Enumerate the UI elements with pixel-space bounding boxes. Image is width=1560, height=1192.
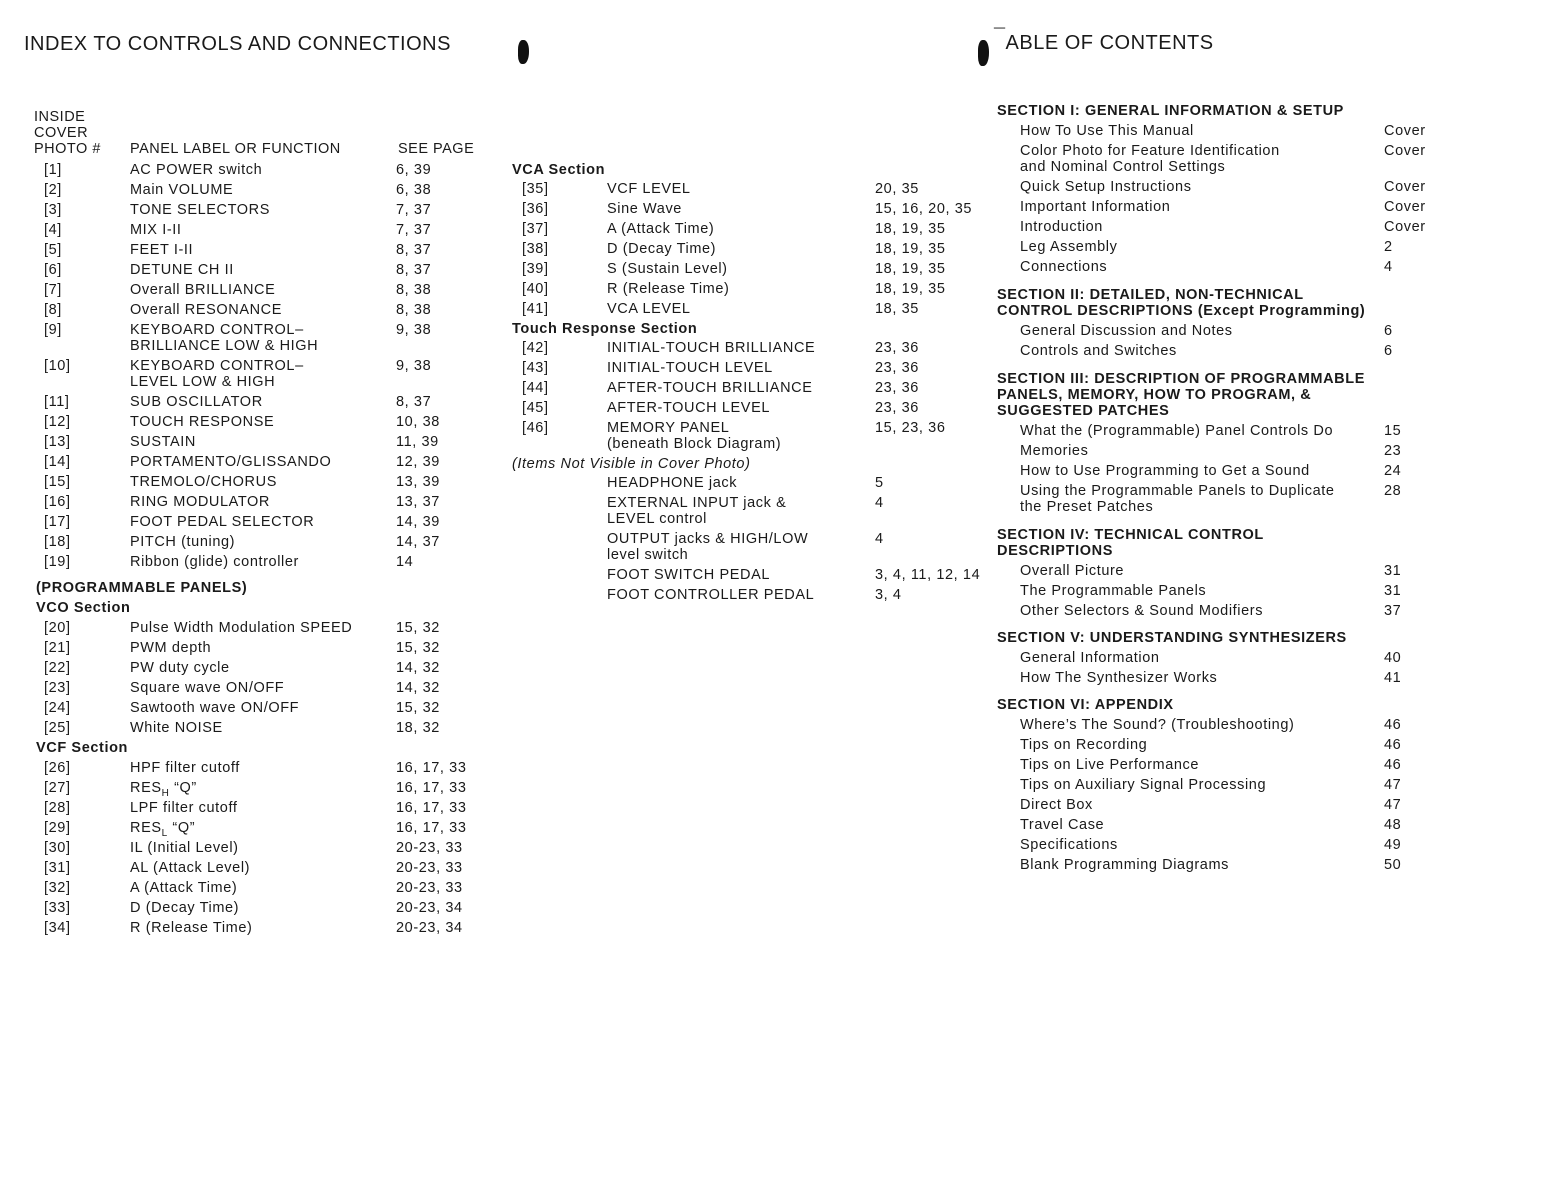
vca-control-number: [36] bbox=[522, 201, 549, 217]
vco-control-page: 18, 32 bbox=[396, 720, 440, 736]
vco-control-number: [22] bbox=[44, 660, 71, 676]
control-number: [4] bbox=[44, 222, 62, 238]
control-label: Ribbon (glide) controller bbox=[130, 554, 299, 570]
control-page: 8, 38 bbox=[396, 302, 432, 318]
control-page: 14 bbox=[396, 554, 414, 570]
vca-control-number: [38] bbox=[522, 241, 549, 257]
control-number: [19] bbox=[44, 554, 71, 570]
control-number: [15] bbox=[44, 474, 71, 490]
toc-entry-label: How to Use Programming to Get a Sound bbox=[1020, 463, 1310, 479]
toc-entry-page: 40 bbox=[1384, 650, 1402, 666]
toc-entry-label: How The Synthesizer Works bbox=[1020, 670, 1218, 686]
not-visible-item-label: HEADPHONE jack bbox=[607, 475, 738, 491]
vcf-control-page: 16, 17, 33 bbox=[396, 820, 467, 836]
control-label: MIX I-II bbox=[130, 222, 182, 238]
toc-entry-page: 6 bbox=[1384, 343, 1393, 359]
control-label-line2: BRILLIANCE LOW & HIGH bbox=[130, 338, 319, 354]
vco-control-page: 14, 32 bbox=[396, 680, 440, 696]
toc-entry-page: 31 bbox=[1384, 583, 1402, 599]
control-label: FEET I-II bbox=[130, 242, 194, 258]
vco-control-label: White NOISE bbox=[130, 720, 223, 736]
toc-entry-label: The Programmable Panels bbox=[1020, 583, 1207, 599]
toc-entry-page: 48 bbox=[1384, 817, 1402, 833]
vca-control-number: [40] bbox=[522, 281, 549, 297]
vcf-control-number: [34] bbox=[44, 920, 71, 936]
toc-entry-page: 47 bbox=[1384, 797, 1402, 813]
control-page: 7, 37 bbox=[396, 202, 432, 218]
vcf-control-number: [33] bbox=[44, 900, 71, 916]
toc-entry-label: What the (Programmable) Panel Controls Do bbox=[1020, 423, 1334, 439]
vco-control-number: [21] bbox=[44, 640, 71, 656]
control-number: [7] bbox=[44, 282, 62, 298]
touch-control-number: [43] bbox=[522, 360, 549, 376]
control-label: KEYBOARD CONTROL– bbox=[130, 358, 304, 374]
vca-control-page: 18, 35 bbox=[875, 301, 919, 317]
toc-section-heading: PANELS, MEMORY, HOW TO PROGRAM, & bbox=[997, 387, 1312, 403]
toc-entry-page: 37 bbox=[1384, 603, 1402, 619]
touch-control-label: MEMORY PANEL bbox=[607, 420, 730, 436]
control-label: TONE SELECTORS bbox=[130, 202, 271, 218]
touch-response-heading: Touch Response Section bbox=[512, 321, 698, 337]
toc-entry-label: Overall Picture bbox=[1020, 563, 1125, 579]
vcf-control-page: 20-23, 34 bbox=[396, 900, 463, 916]
vcf-control-number: [26] bbox=[44, 760, 71, 776]
vcf-control-number: [32] bbox=[44, 880, 71, 896]
toc-entry-label: Tips on Auxiliary Signal Processing bbox=[1020, 777, 1267, 793]
touch-control-label: AFTER-TOUCH BRILLIANCE bbox=[607, 380, 813, 396]
vcf-control-page: 20-23, 34 bbox=[396, 920, 463, 936]
vcf-control-page: 16, 17, 33 bbox=[396, 800, 467, 816]
control-number: [12] bbox=[44, 414, 71, 430]
control-page: 7, 37 bbox=[396, 222, 432, 238]
control-label: PORTAMENTO/GLISSANDO bbox=[130, 454, 332, 470]
toc-entry-page: 47 bbox=[1384, 777, 1402, 793]
header-col1-line3: PHOTO # bbox=[34, 141, 101, 157]
toc-entry-label: Tips on Recording bbox=[1020, 737, 1148, 753]
vcf-control-label: AL (Attack Level) bbox=[130, 860, 251, 876]
touch-control-label: INITIAL-TOUCH LEVEL bbox=[607, 360, 773, 376]
not-visible-item-label: FOOT SWITCH PEDAL bbox=[607, 567, 771, 583]
toc-entry-label: How To Use This Manual bbox=[1020, 123, 1194, 139]
toc-section-heading: SECTION VI: APPENDIX bbox=[997, 697, 1174, 713]
vco-control-page: 15, 32 bbox=[396, 700, 440, 716]
control-number: [11] bbox=[44, 394, 70, 410]
header-panel-label: PANEL LABEL OR FUNCTION bbox=[130, 141, 341, 157]
not-visible-item-page: 3, 4 bbox=[875, 587, 902, 603]
control-page: 6, 39 bbox=[396, 162, 432, 178]
touch-control-page: 23, 36 bbox=[875, 340, 919, 356]
control-number: [16] bbox=[44, 494, 71, 510]
vcf-control-number: [27] bbox=[44, 780, 71, 796]
programmable-panels-heading: (PROGRAMMABLE PANELS) bbox=[36, 580, 248, 596]
toc-entry-page: Cover bbox=[1384, 199, 1426, 215]
touch-control-label: INITIAL-TOUCH BRILLIANCE bbox=[607, 340, 816, 356]
toc-entry-page: Cover bbox=[1384, 123, 1426, 139]
toc-entry-page: 15 bbox=[1384, 423, 1402, 439]
control-page: 8, 37 bbox=[396, 242, 432, 258]
control-label: DETUNE CH II bbox=[130, 262, 234, 278]
control-number: [10] bbox=[44, 358, 71, 374]
touch-control-page: 23, 36 bbox=[875, 400, 919, 416]
vcf-control-page: 20-23, 33 bbox=[396, 880, 463, 896]
vca-control-number: [35] bbox=[522, 181, 549, 197]
touch-control-number: [45] bbox=[522, 400, 549, 416]
touch-control-label-line2: (beneath Block Diagram) bbox=[607, 436, 782, 452]
toc-entry-label: Introduction bbox=[1020, 219, 1103, 235]
control-label: SUB OSCILLATOR bbox=[130, 394, 263, 410]
header-col1-line2: COVER bbox=[34, 125, 89, 141]
control-page: 8, 37 bbox=[396, 262, 432, 278]
toc-section-heading: SECTION II: DETAILED, NON-TECHNICAL bbox=[997, 287, 1304, 303]
not-visible-item-page: 4 bbox=[875, 495, 884, 511]
vco-control-page: 15, 32 bbox=[396, 620, 440, 636]
vcf-control-label: LPF filter cutoff bbox=[130, 800, 238, 816]
toc-section-heading: CONTROL DESCRIPTIONS (Except Programming) bbox=[997, 303, 1366, 319]
not-visible-item-page: 4 bbox=[875, 531, 884, 547]
control-label: AC POWER switch bbox=[130, 162, 263, 178]
header-see-page: SEE PAGE bbox=[398, 141, 475, 157]
vca-control-page: 20, 35 bbox=[875, 181, 919, 197]
control-label: Main VOLUME bbox=[130, 182, 234, 198]
control-label: FOOT PEDAL SELECTOR bbox=[130, 514, 315, 530]
control-page: 13, 37 bbox=[396, 494, 440, 510]
control-page: 12, 39 bbox=[396, 454, 440, 470]
control-label: SUSTAIN bbox=[130, 434, 196, 450]
vca-control-label: Sine Wave bbox=[607, 201, 682, 217]
control-page: 6, 38 bbox=[396, 182, 432, 198]
vco-control-label: PWM depth bbox=[130, 640, 212, 656]
control-number: [8] bbox=[44, 302, 62, 318]
toc-entry-page: 24 bbox=[1384, 463, 1402, 479]
vco-control-page: 15, 32 bbox=[396, 640, 440, 656]
vca-control-page: 15, 16, 20, 35 bbox=[875, 201, 973, 217]
not-visible-item-label: OUTPUT jacks & HIGH/LOW bbox=[607, 531, 809, 547]
toc-entry-page: Cover bbox=[1384, 179, 1426, 195]
control-number: [3] bbox=[44, 202, 62, 218]
control-label: PITCH (tuning) bbox=[130, 534, 236, 550]
ink-blot-mark-2 bbox=[978, 40, 989, 66]
vcf-control-label: R (Release Time) bbox=[130, 920, 253, 936]
toc-entry-label: Where’s The Sound? (Troubleshooting) bbox=[1020, 717, 1295, 733]
vca-control-label: R (Release Time) bbox=[607, 281, 730, 297]
not-visible-item-page: 5 bbox=[875, 475, 884, 491]
toc-section-heading: SECTION V: UNDERSTANDING SYNTHESIZERS bbox=[997, 630, 1347, 646]
control-number: [2] bbox=[44, 182, 62, 198]
control-label: TOUCH RESPONSE bbox=[130, 414, 275, 430]
touch-control-number: [46] bbox=[522, 420, 549, 436]
vco-control-number: [25] bbox=[44, 720, 71, 736]
ink-blot-mark bbox=[518, 40, 529, 64]
vca-control-label: VCF LEVEL bbox=[607, 181, 691, 197]
control-label-line2: LEVEL LOW & HIGH bbox=[130, 374, 276, 390]
vca-control-number: [37] bbox=[522, 221, 549, 237]
toc-entry-label: Other Selectors & Sound Modifiers bbox=[1020, 603, 1264, 619]
control-page: 14, 37 bbox=[396, 534, 440, 550]
touch-control-number: [44] bbox=[522, 380, 549, 396]
toc-entry-label: Quick Setup Instructions bbox=[1020, 179, 1192, 195]
control-number: [14] bbox=[44, 454, 71, 470]
vcf-control-number: [29] bbox=[44, 820, 71, 836]
vco-control-label: Square wave ON/OFF bbox=[130, 680, 285, 696]
toc-entry-page: 23 bbox=[1384, 443, 1402, 459]
vco-control-page: 14, 32 bbox=[396, 660, 440, 676]
toc-entry-page: 28 bbox=[1384, 483, 1402, 499]
vca-control-page: 18, 19, 35 bbox=[875, 241, 946, 257]
not-visible-heading: (Items Not Visible in Cover Photo) bbox=[512, 456, 751, 472]
control-page: 8, 37 bbox=[396, 394, 432, 410]
control-label: TREMOLO/CHORUS bbox=[130, 474, 277, 490]
toc-section-heading: SECTION I: GENERAL INFORMATION & SETUP bbox=[997, 103, 1344, 119]
vco-control-number: [20] bbox=[44, 620, 71, 636]
not-visible-item-label-line2: LEVEL control bbox=[607, 511, 707, 527]
control-label: RING MODULATOR bbox=[130, 494, 270, 510]
vcf-control-label: $RES_L$ “Q” bbox=[130, 820, 196, 839]
toc-title-text: ABLE OF CONTENTS bbox=[1005, 32, 1214, 54]
control-number: [13] bbox=[44, 434, 71, 450]
toc-entry-label-line2: and Nominal Control Settings bbox=[1020, 159, 1226, 175]
vcf-control-label: A (Attack Time) bbox=[130, 880, 238, 896]
toc-section-heading: SECTION IV: TECHNICAL CONTROL bbox=[997, 527, 1264, 543]
vcf-control-number: [28] bbox=[44, 800, 71, 816]
vca-control-label: VCA LEVEL bbox=[607, 301, 691, 317]
toc-entry-page: 46 bbox=[1384, 737, 1402, 753]
vca-control-label: D (Decay Time) bbox=[607, 241, 717, 257]
toc-entry-page: 31 bbox=[1384, 563, 1402, 579]
vcf-control-label-subscript: H bbox=[161, 788, 170, 799]
vco-control-label: Pulse Width Modulation SPEED bbox=[130, 620, 353, 636]
control-label: KEYBOARD CONTROL– bbox=[130, 322, 304, 338]
control-label: Overall BRILLIANCE bbox=[130, 282, 276, 298]
not-visible-item-page: 3, 4, 11, 12, 14 bbox=[875, 567, 981, 583]
toc-entry-label: Color Photo for Feature Identification bbox=[1020, 143, 1280, 159]
control-label: Overall RESONANCE bbox=[130, 302, 283, 318]
control-page: 11, 39 bbox=[396, 434, 439, 450]
toc-entry-label: Controls and Switches bbox=[1020, 343, 1177, 359]
toc-entry-label: Direct Box bbox=[1020, 797, 1093, 813]
vca-section-heading: VCA Section bbox=[512, 162, 606, 178]
vca-control-number: [39] bbox=[522, 261, 549, 277]
vcf-control-page: 16, 17, 33 bbox=[396, 780, 467, 796]
vca-control-label: S (Sustain Level) bbox=[607, 261, 728, 277]
toc-section-heading: SUGGESTED PATCHES bbox=[997, 403, 1170, 419]
vcf-control-label: IL (Initial Level) bbox=[130, 840, 239, 856]
vcf-section-heading: VCF Section bbox=[36, 740, 128, 756]
vco-control-number: [24] bbox=[44, 700, 71, 716]
vcf-control-label: $RES_H$ “Q” bbox=[130, 780, 197, 799]
control-page: 9, 38 bbox=[396, 322, 432, 338]
control-page: 9, 38 bbox=[396, 358, 432, 374]
control-number: [1] bbox=[44, 162, 62, 178]
toc-entry-page: 6 bbox=[1384, 323, 1393, 339]
not-visible-item-label: EXTERNAL INPUT jack & bbox=[607, 495, 787, 511]
control-number: [5] bbox=[44, 242, 62, 258]
vcf-control-label: D (Decay Time) bbox=[130, 900, 240, 916]
vcf-control-page: 16, 17, 33 bbox=[396, 760, 467, 776]
toc-entry-page: 4 bbox=[1384, 259, 1393, 275]
touch-control-label: AFTER-TOUCH LEVEL bbox=[607, 400, 771, 416]
vcf-control-label: HPF filter cutoff bbox=[130, 760, 240, 776]
vca-control-label: A (Attack Time) bbox=[607, 221, 715, 237]
toc-entry-page: Cover bbox=[1384, 143, 1426, 159]
vco-section-heading: VCO Section bbox=[36, 600, 131, 616]
index-title: INDEX TO CONTROLS AND CONNECTIONS bbox=[24, 33, 451, 55]
vcf-control-page: 20-23, 33 bbox=[396, 840, 463, 856]
toc-entry-label: General Information bbox=[1020, 650, 1160, 666]
toc-entry-label-line2: the Preset Patches bbox=[1020, 499, 1154, 515]
toc-entry-label: Blank Programming Diagrams bbox=[1020, 857, 1229, 873]
control-page: 13, 39 bbox=[396, 474, 440, 490]
touch-control-number: [42] bbox=[522, 340, 549, 356]
vca-control-page: 18, 19, 35 bbox=[875, 221, 946, 237]
toc-entry-page: 46 bbox=[1384, 757, 1402, 773]
vca-control-page: 18, 19, 35 bbox=[875, 281, 946, 297]
control-number: [6] bbox=[44, 262, 62, 278]
vco-control-number: [23] bbox=[44, 680, 71, 696]
toc-entry-page: Cover bbox=[1384, 219, 1426, 235]
control-page: 8, 38 bbox=[396, 282, 432, 298]
toc-section-heading: DESCRIPTIONS bbox=[997, 543, 1113, 559]
vcf-control-number: [30] bbox=[44, 840, 71, 856]
header-col1-line1: INSIDE bbox=[34, 109, 86, 125]
toc-entry-label: Connections bbox=[1020, 259, 1108, 275]
toc-entry-label: General Discussion and Notes bbox=[1020, 323, 1233, 339]
control-page: 14, 39 bbox=[396, 514, 440, 530]
vcf-control-page: 20-23, 33 bbox=[396, 860, 463, 876]
toc-entry-label: Leg Assembly bbox=[1020, 239, 1118, 255]
vco-control-label: PW duty cycle bbox=[130, 660, 230, 676]
toc-entry-page: 41 bbox=[1384, 670, 1402, 686]
vca-control-number: [41] bbox=[522, 301, 549, 317]
toc-entry-page: 2 bbox=[1384, 239, 1393, 255]
not-visible-item-label-line2: level switch bbox=[607, 547, 689, 563]
toc-entry-page: 50 bbox=[1384, 857, 1402, 873]
touch-control-page: 23, 36 bbox=[875, 380, 919, 396]
not-visible-item-label: FOOT CONTROLLER PEDAL bbox=[607, 587, 815, 603]
touch-control-page: 23, 36 bbox=[875, 360, 919, 376]
vca-control-page: 18, 19, 35 bbox=[875, 261, 946, 277]
vcf-control-number: [31] bbox=[44, 860, 71, 876]
vcf-control-label-subscript: L bbox=[161, 828, 168, 839]
toc-entry-label: Memories bbox=[1020, 443, 1089, 459]
control-number: [18] bbox=[44, 534, 71, 550]
toc-entry-label: Specifications bbox=[1020, 837, 1118, 853]
touch-control-page: 15, 23, 36 bbox=[875, 420, 946, 436]
toc-entry-label: Tips on Live Performance bbox=[1020, 757, 1200, 773]
toc-title: ¯ABLE OF CONTENTS bbox=[994, 26, 1214, 54]
vco-control-label: Sawtooth wave ON/OFF bbox=[130, 700, 300, 716]
toc-entry-label: Travel Case bbox=[1020, 817, 1105, 833]
toc-section-heading: SECTION III: DESCRIPTION OF PROGRAMMABLE bbox=[997, 371, 1365, 387]
control-number: [9] bbox=[44, 322, 62, 338]
control-page: 10, 38 bbox=[396, 414, 440, 430]
toc-entry-label: Using the Programmable Panels to Duplicate bbox=[1020, 483, 1335, 499]
toc-entry-page: 49 bbox=[1384, 837, 1402, 853]
toc-entry-page: 46 bbox=[1384, 717, 1402, 733]
control-number: [17] bbox=[44, 514, 71, 530]
toc-entry-label: Important Information bbox=[1020, 199, 1171, 215]
